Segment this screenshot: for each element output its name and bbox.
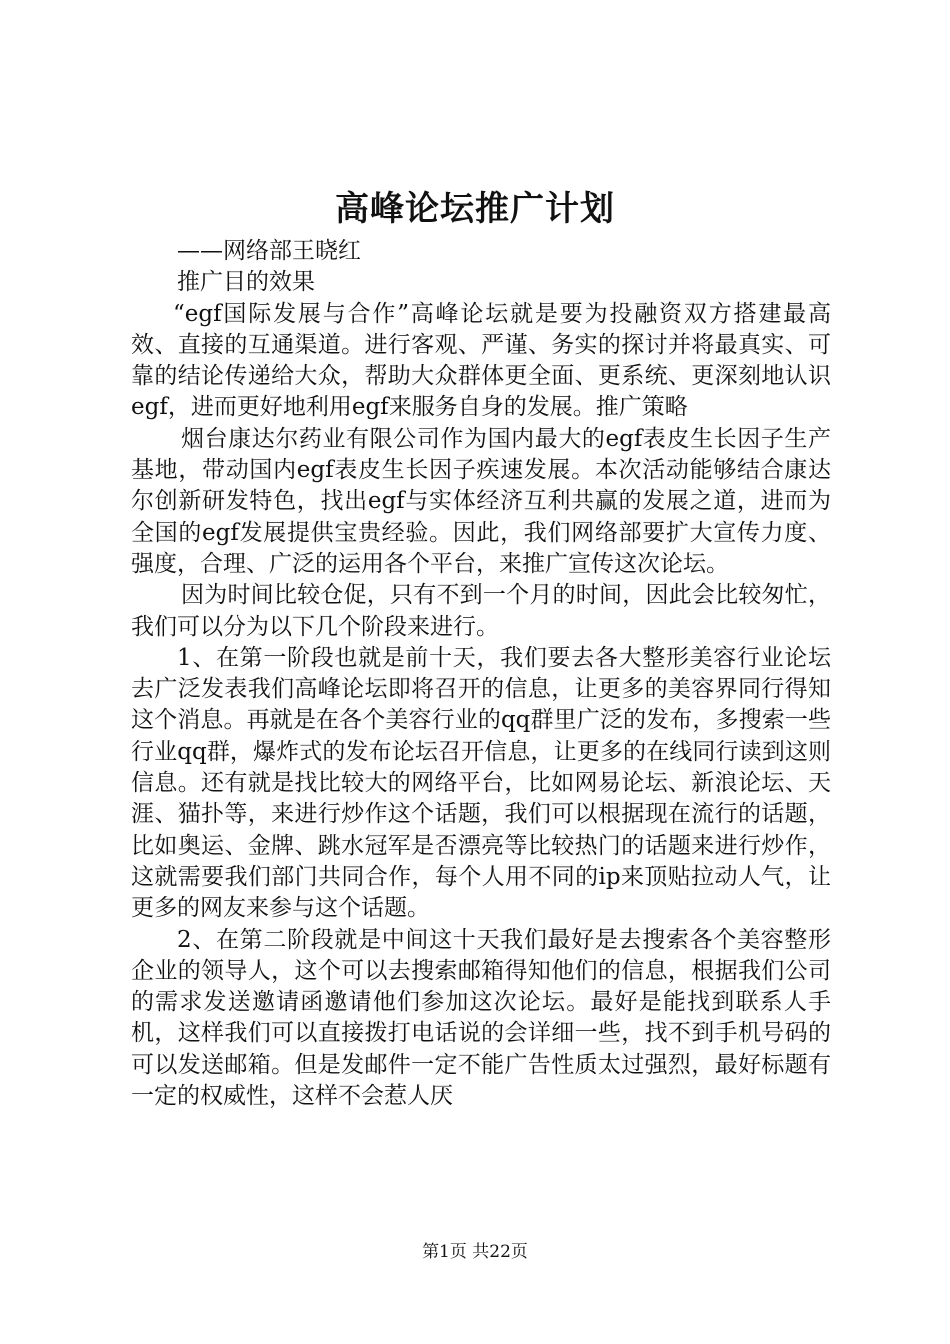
byline: ——网络部王晓红 (177, 238, 361, 264)
paragraph-forum-purpose: “egf国际发展与合作”高峰论坛就是要为投融资双方搭建最高效、直接的互通渠道。进行客观、严谨、务实的探讨并将最真实、可靠的结论传递给大众，帮助大众群体更全面、更系统、更深刻地认识egf，进而更好地利用egf来服务自身的发展。推广策略 (131, 300, 831, 421)
paragraph-stage-two: 2、在第二阶段就是中间这十天我们最好是去搜索各个美容整形企业的领导人，这个可以去搜索邮箱得知他们的信息，根据我们公司的需求发送邀请函邀请他们参加这次论坛。最好是能找到联系人手机，这样我们可以直接拨打电话说的会详细一些，找不到手机号码的可以发送邮箱。但是发邮件一定不能广告性质太过强烈，最好标题有一定的权威性，这样不会惹人厌 (131, 926, 831, 1110)
document-title: 高峰论坛推广计划 (335, 189, 615, 229)
paragraph-stage-one: 1、在第一阶段也就是前十天，我们要去各大整形美容行业论坛去广泛发表我们高峰论坛即将召开的信息，让更多的美容界同行得知这个消息。再就是在各个美容行业的qq群里广泛的发布，多搜索一些行业qq群，爆炸式的发布论坛召开信息，让更多的在线同行读到这则信息。还有就是找比较大的网络平台，比如网易论坛、新浪论坛、天涯、猫扑等，来进行炒作这个话题，我们可以根据现在流行的话题，比如奥运、金牌、跳水冠军是否漂亮等比较热门的话题来进行炒作，这就需要我们部门共同合作，每个人用不同的ip来顶贴拉动人气，让更多的网友来参与这个话题。 (131, 644, 831, 922)
document-body (131, 236, 831, 1112)
page-number-footer: 第1页 共22页 (422, 1242, 528, 1262)
paragraph-timeline: 因为时间比较仓促，只有不到一个月的时间，因此会比较匆忙，我们可以分为以下几个阶段来进行。 (131, 582, 831, 640)
paragraph-company-intro: 烟台康达尔药业有限公司作为国内最大的egf表皮生长因子生产基地，带动国内egf表皮生长因子疾速发展。本次活动能够结合康达尔创新研发特色，找出egf与实体经济互利共赢的发展之道，进而为全国的egf发展提供宝贵经验。因此，我们网络部要扩大宣传力度、强度，合理、广泛的运用各个平台，来推广宣传这次论坛。 (131, 425, 831, 577)
section-heading-purpose: 推广目的效果 (177, 269, 315, 296)
